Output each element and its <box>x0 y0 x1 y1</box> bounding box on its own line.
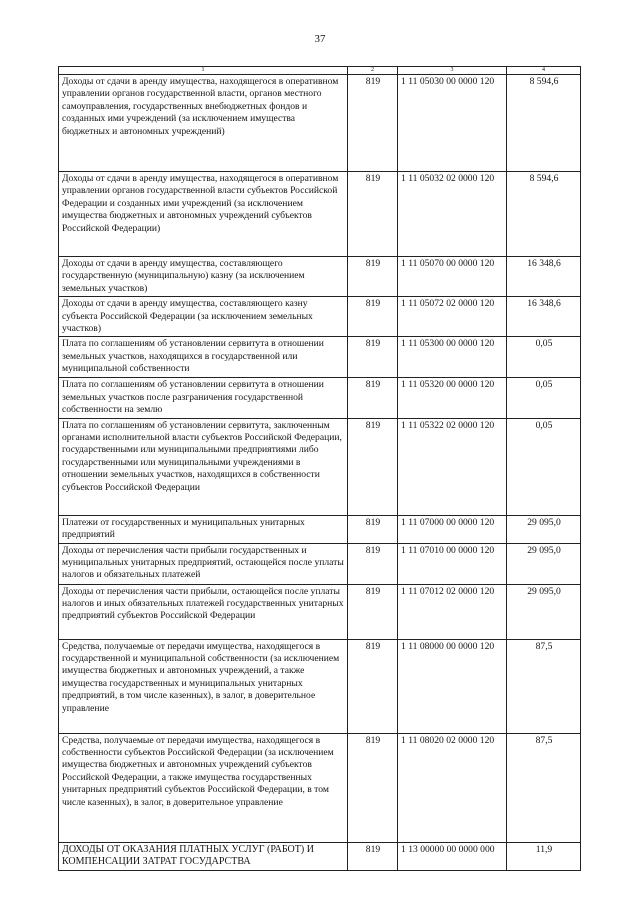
row-amount: 29 095,0 <box>507 584 581 639</box>
row-budget-code: 1 11 07000 00 0000 120 <box>398 515 507 543</box>
row-admin-code: 819 <box>348 733 398 842</box>
row-amount: 29 095,0 <box>507 515 581 543</box>
table-header-row <box>59 67 581 75</box>
row-admin-code: 819 <box>348 337 398 378</box>
header-col-3: 3 <box>398 67 507 75</box>
table-row <box>59 418 581 515</box>
row-admin-code: 819 <box>348 543 398 584</box>
row-name: Доходы от перечисления части прибыли, остающейся после уплаты налогов и иных обязательных платежей государственных унитарных предприятий субъектов Российской Федерации <box>59 584 348 639</box>
row-amount: 8 594,6 <box>507 75 581 172</box>
row-name: Доходы от перечисления части прибыли государственных и муниципальных унитарных предприятий, остающейся после уплаты налогов и обязательных платежей <box>59 543 348 584</box>
row-budget-code: 1 13 00000 00 0000 000 <box>398 842 507 870</box>
row-budget-code: 1 11 05070 00 0000 120 <box>398 257 507 297</box>
table-row <box>59 842 581 870</box>
row-name: ДОХОДЫ ОТ ОКАЗАНИЯ ПЛАТНЫХ УСЛУГ (РАБОТ) И КОМПЕНСАЦИИ ЗАТРАТ ГОСУДАРСТВА <box>59 842 348 870</box>
table-row <box>59 75 581 172</box>
row-amount: 0,05 <box>507 337 581 378</box>
table-row <box>59 584 581 639</box>
row-budget-code: 1 11 05072 02 0000 120 <box>398 297 507 337</box>
row-amount: 11,9 <box>507 842 581 870</box>
row-admin-code: 819 <box>348 75 398 172</box>
header-col-4: 4 <box>507 67 581 75</box>
row-amount: 16 348,6 <box>507 297 581 337</box>
revenue-table <box>58 66 581 871</box>
row-admin-code: 819 <box>348 378 398 418</box>
row-amount: 0,05 <box>507 418 581 515</box>
table-row <box>59 378 581 418</box>
row-budget-code: 1 11 05032 02 0000 120 <box>398 172 507 257</box>
row-budget-code: 1 11 07010 00 0000 120 <box>398 543 507 584</box>
row-name: Доходы от сдачи в аренду имущества, составляющего государственную (муниципальную) казну (за исключением земельных участков) <box>59 257 348 297</box>
row-name: Плата по соглашениям об установлении сервитута, заключенным органами исполнительной власти субъектов Российской Федерации, государственными или муниципальными предприятиями либо государственными или муниципальными учреждениями в отношении земельных участков, находящихся в собственности субъектов Российской Федерации <box>59 418 348 515</box>
row-name: Доходы от сдачи в аренду имущества, находящегося в оперативном управлении органов государственной власти субъектов Российской Федерации и созданных ими учреждений (за исключением имущества бюджетных и автономных учреждений субъектов Российской Федерации) <box>59 172 348 257</box>
row-name: Доходы от сдачи в аренду имущества, составляющего казну субъекта Российской Федерации (за исключением земельных участков) <box>59 297 348 337</box>
row-amount: 8 594,6 <box>507 172 581 257</box>
row-admin-code: 819 <box>348 297 398 337</box>
page-number: 37 <box>314 33 326 45</box>
row-amount: 87,5 <box>507 639 581 733</box>
row-amount: 29 095,0 <box>507 543 581 584</box>
row-budget-code: 1 11 05322 02 0000 120 <box>398 418 507 515</box>
row-admin-code: 819 <box>348 515 398 543</box>
row-name: Плата по соглашениям об установлении сервитута в отношении земельных участков после разграничения государственной собственности на землю <box>59 378 348 418</box>
row-name: Доходы от сдачи в аренду имущества, находящегося в оперативном управлении органов государственной власти, органов местного самоуправления, государственных внебюджетных фондов и созданных ими учреждений (за исключением имущества бюджетных и автономных учреждений) <box>59 75 348 172</box>
row-name: Плата по соглашениям об установлении сервитута в отношении земельных участков, находящихся в государственной или муниципальной собственности <box>59 337 348 378</box>
table-row <box>59 543 581 584</box>
row-amount: 0,05 <box>507 378 581 418</box>
row-budget-code: 1 11 05030 00 0000 120 <box>398 75 507 172</box>
row-budget-code: 1 11 08020 02 0000 120 <box>398 733 507 842</box>
row-amount: 87,5 <box>507 733 581 842</box>
row-name: Платежи от государственных и муниципальных унитарных предприятий <box>59 515 348 543</box>
row-name: Средства, получаемые от передачи имущества, находящегося в собственности субъектов Российской Федерации (за исключением имущества бюджетных и автономных учреждений субъектов Российской Федерации, а также имущества государственных унитарных предприятий субъектов Российской Федерации, в том числе казенных), в залог, в доверительное управление <box>59 733 348 842</box>
header-col-1: 1 <box>59 67 348 75</box>
table-row <box>59 733 581 842</box>
row-admin-code: 819 <box>348 639 398 733</box>
header-col-2: 2 <box>348 67 398 75</box>
row-admin-code: 819 <box>348 584 398 639</box>
row-name: Средства, получаемые от передачи имущества, находящегося в государственной и муниципальной собственности (за исключением имущества бюджетных и автономных учреждений, а также имущества государственных и муниципальных унитарных предприятий, в том числе казенных), в залог, в доверительное управление <box>59 639 348 733</box>
table-row <box>59 172 581 257</box>
table-row <box>59 515 581 543</box>
row-budget-code: 1 11 05320 00 0000 120 <box>398 378 507 418</box>
row-admin-code: 819 <box>348 842 398 870</box>
table-row <box>59 639 581 733</box>
table-row <box>59 257 581 297</box>
row-amount: 16 348,6 <box>507 257 581 297</box>
row-budget-code: 1 11 05300 00 0000 120 <box>398 337 507 378</box>
table-row <box>59 337 581 378</box>
row-admin-code: 819 <box>348 172 398 257</box>
row-admin-code: 819 <box>348 418 398 515</box>
row-budget-code: 1 11 08000 00 0000 120 <box>398 639 507 733</box>
table-row <box>59 297 581 337</box>
row-admin-code: 819 <box>348 257 398 297</box>
row-budget-code: 1 11 07012 02 0000 120 <box>398 584 507 639</box>
